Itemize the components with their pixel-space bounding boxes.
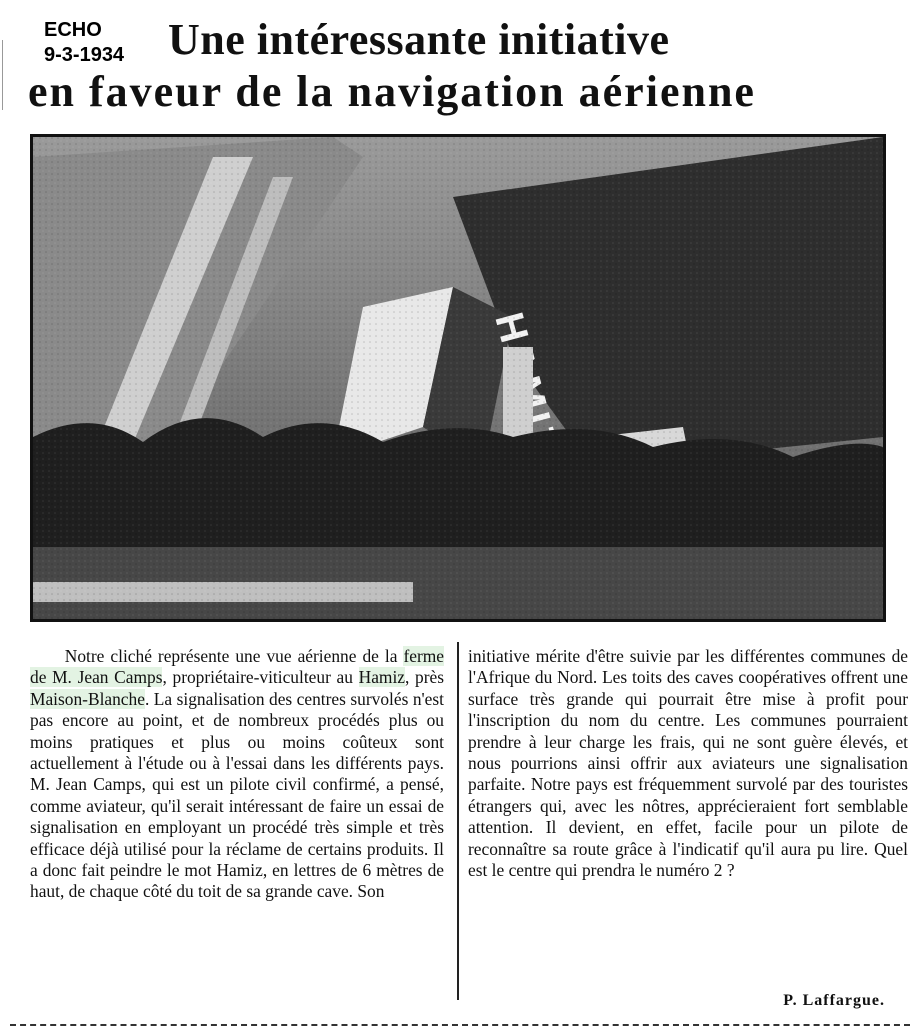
- photo-grain-overlay: [33, 137, 883, 619]
- article-column-right: initiative mérite d'être suivie par les différentes communes de l'Afrique du Nord. Les toits des caves coopératives offrent une surface très grande qui pourrait être mise à profit pour l'inscription du nom du centre. Les communes pourraient prendre à leur charge les frais, qui ne sont guère élevés, et nous pourrions ainsi offrir aux aviateurs une signalisation parfaite. Notre pays est fréquemment survolé par des touristes étrangers qui, avec les nôtres, apprécieraient fort semblable attention. Il devient, en effet, facile pour un pilote de reconnaître sa route grâce à l'indicatif qu'il aura pu lire. Quel est le centre qui prendra le numéro 2 ?: [468, 646, 908, 881]
- author-signature: P. Laffargue.: [783, 992, 885, 1009]
- bottom-dashed-rule: [10, 1024, 910, 1026]
- headline: [0, 14, 922, 118]
- column-divider: [457, 642, 459, 1000]
- aerial-photo: [30, 134, 886, 622]
- article-column-left: [30, 646, 444, 903]
- left-text-4: . La signalisation des centres survolés n'est pas encore au point, et de nombreux procédés plus ou moins pratiques et plus ou moins coûteux sont actuellement à l'étude ou à l'essai dans les différents pays. M. Jean Camps, qui est un pilote civil confirmé, a pensé, comme aviateur, qu'il serait intéressant de faire un essai de signalisation en employant un procédé très simple et très efficace déjà utilisé pour la réclame de certains produits. Il a donc fait peindre le mot Hamiz, en lettres de 6 mètres de haut, de chaque côté du toit de sa grande cave. Son: [30, 688, 444, 902]
- highlight-ferme-jean-camps: ferme de M. Jean Camps: [30, 646, 444, 688]
- highlight-hamiz: Hamiz: [358, 667, 405, 688]
- aerial-photo-illustration: [33, 137, 883, 619]
- left-text-2: , propriétaire-viticulteur au: [162, 667, 359, 688]
- headline-line-1: Une intéressante initiative: [168, 15, 670, 64]
- left-text-3: , près: [405, 667, 444, 688]
- source-name: ECHO: [44, 19, 102, 41]
- headline-line-2: en faveur de la navigation aérienne: [28, 67, 756, 116]
- source-date: 9-3-1934: [44, 44, 125, 66]
- highlight-maison-blanche: Maison-Blanche: [30, 688, 145, 709]
- left-text-1: Notre cliché représente une vue aérienne de la: [64, 646, 404, 666]
